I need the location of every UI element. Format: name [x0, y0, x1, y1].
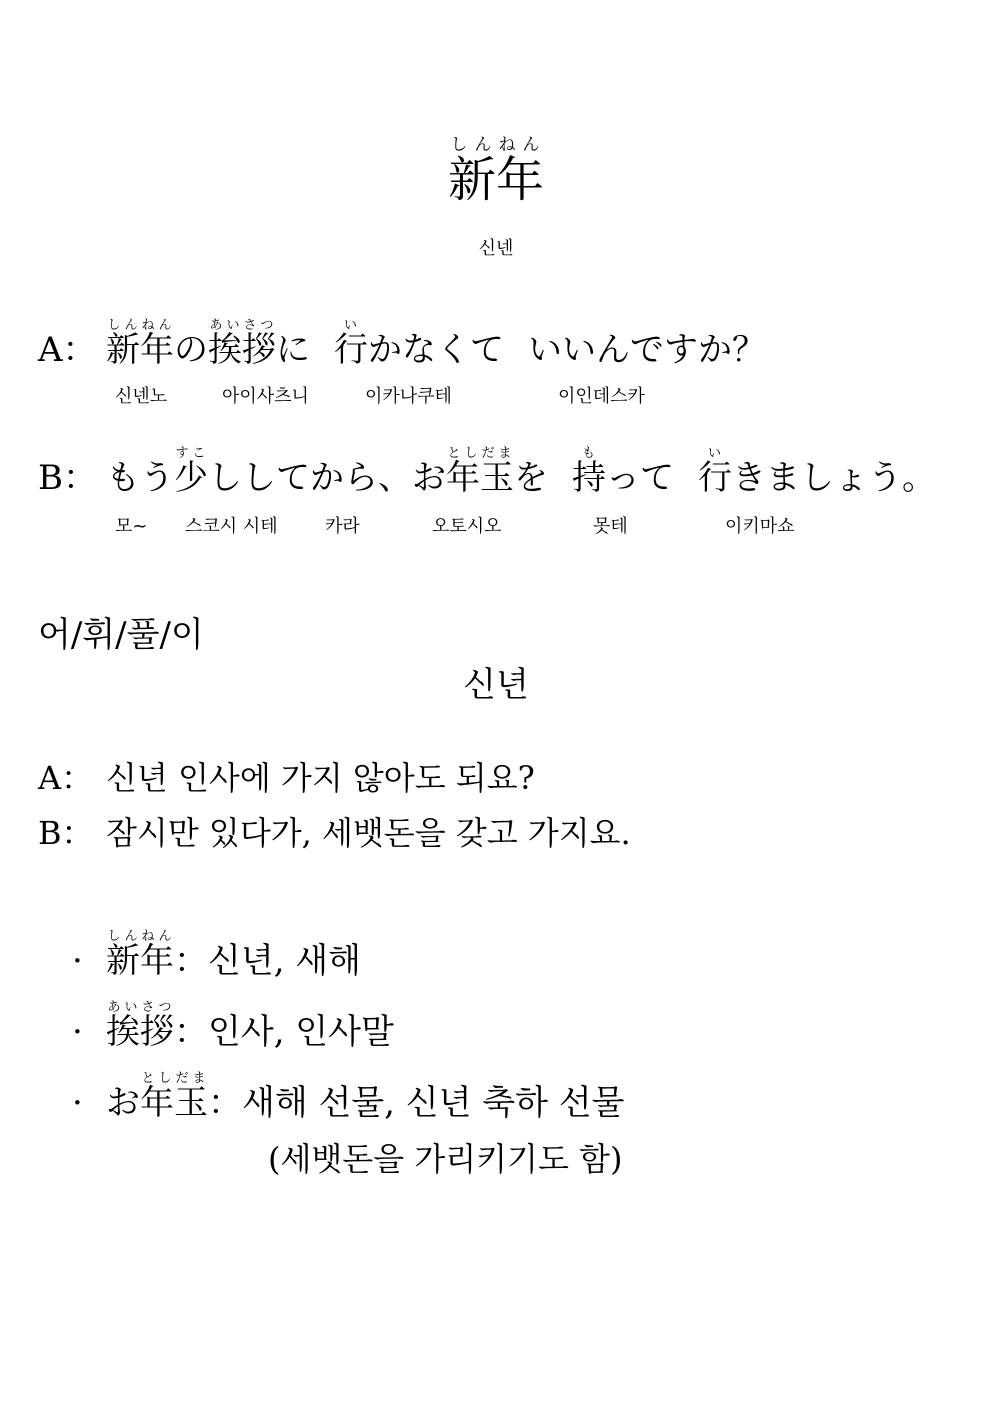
vocab-item: · 新年しんねん：신년, 새해 — [72, 929, 361, 981]
word-toshidama: 年玉としだま — [446, 446, 514, 498]
vocab-item: · お年玉としだま：새해 선물, 신년 축하 선물 — [72, 1071, 625, 1123]
vocab-item: · 挨拶あいさつ：인사, 인사말 — [72, 1000, 394, 1052]
pron-a-2: 아이사츠니 — [222, 386, 309, 407]
pron-a-3: 이카나쿠테 — [365, 386, 452, 407]
speaker-b: B： — [38, 458, 97, 498]
translation-line-a — [38, 759, 535, 797]
pron-b-5: 못테 — [593, 516, 628, 537]
word-shinnen: 新年しんねん — [106, 318, 174, 370]
vocab-meaning: ：새해 선물, 신년 축하 선물 — [208, 1083, 625, 1123]
word-iku-b: 行い — [698, 446, 732, 498]
bullet-icon: · — [72, 1083, 83, 1123]
dialogue-line-a: A： 新年しんねんの挨拶あいさつに 行いかなくて いいんですか？ — [38, 318, 766, 370]
word-iku: 行い — [334, 318, 368, 370]
pron-a-1: 신넨노 — [115, 386, 168, 407]
translation-text-b: 잠시만 있다가, 세뱃돈을 갖고 가지요. — [106, 814, 631, 852]
pron-a-4: 이인데스카 — [558, 386, 645, 407]
translation-speaker-b: B： — [38, 814, 94, 852]
pron-b-2: 스코시 시테 — [185, 516, 278, 537]
translation-speaker-a: A： — [38, 759, 94, 797]
pron-b-6: 이키마쇼 — [725, 516, 795, 537]
word-motsu: 持も — [572, 446, 606, 498]
translation-line-b — [38, 814, 631, 852]
vocab-meaning: ：인사, 인사말 — [174, 1012, 394, 1052]
word-aisatsu: 挨拶あいさつ — [208, 318, 276, 370]
title-reading: しんねん — [447, 135, 544, 155]
pron-b-3: 카라 — [325, 516, 360, 537]
section-label: 어/휘/풀/이 — [38, 615, 204, 655]
bullet-icon: · — [72, 1012, 83, 1052]
speaker-a: A： — [38, 330, 97, 370]
word-sukoshi: 少すこ — [174, 446, 208, 498]
dialogue-line-b: B： もう少すこししてから、お年玉としだまを 持もって 行いきましょう。 — [38, 446, 936, 498]
title-word: 新年しんねん — [447, 135, 544, 208]
vocab-note: (세뱃돈을 가리키기도 함) — [268, 1140, 623, 1178]
translation-text-a: 신년 인사에 가지 않아도 되요? — [106, 759, 535, 797]
page-title — [0, 135, 992, 208]
pron-b-4: 오토시오 — [432, 516, 502, 537]
pron-b-1: 모~ — [115, 516, 148, 537]
korean-title: 신년 — [463, 665, 529, 705]
vocab-meaning: ：신년, 새해 — [174, 941, 361, 981]
title-korean-pronunciation: 신넨 — [478, 238, 514, 259]
bullet-icon: · — [72, 941, 83, 981]
